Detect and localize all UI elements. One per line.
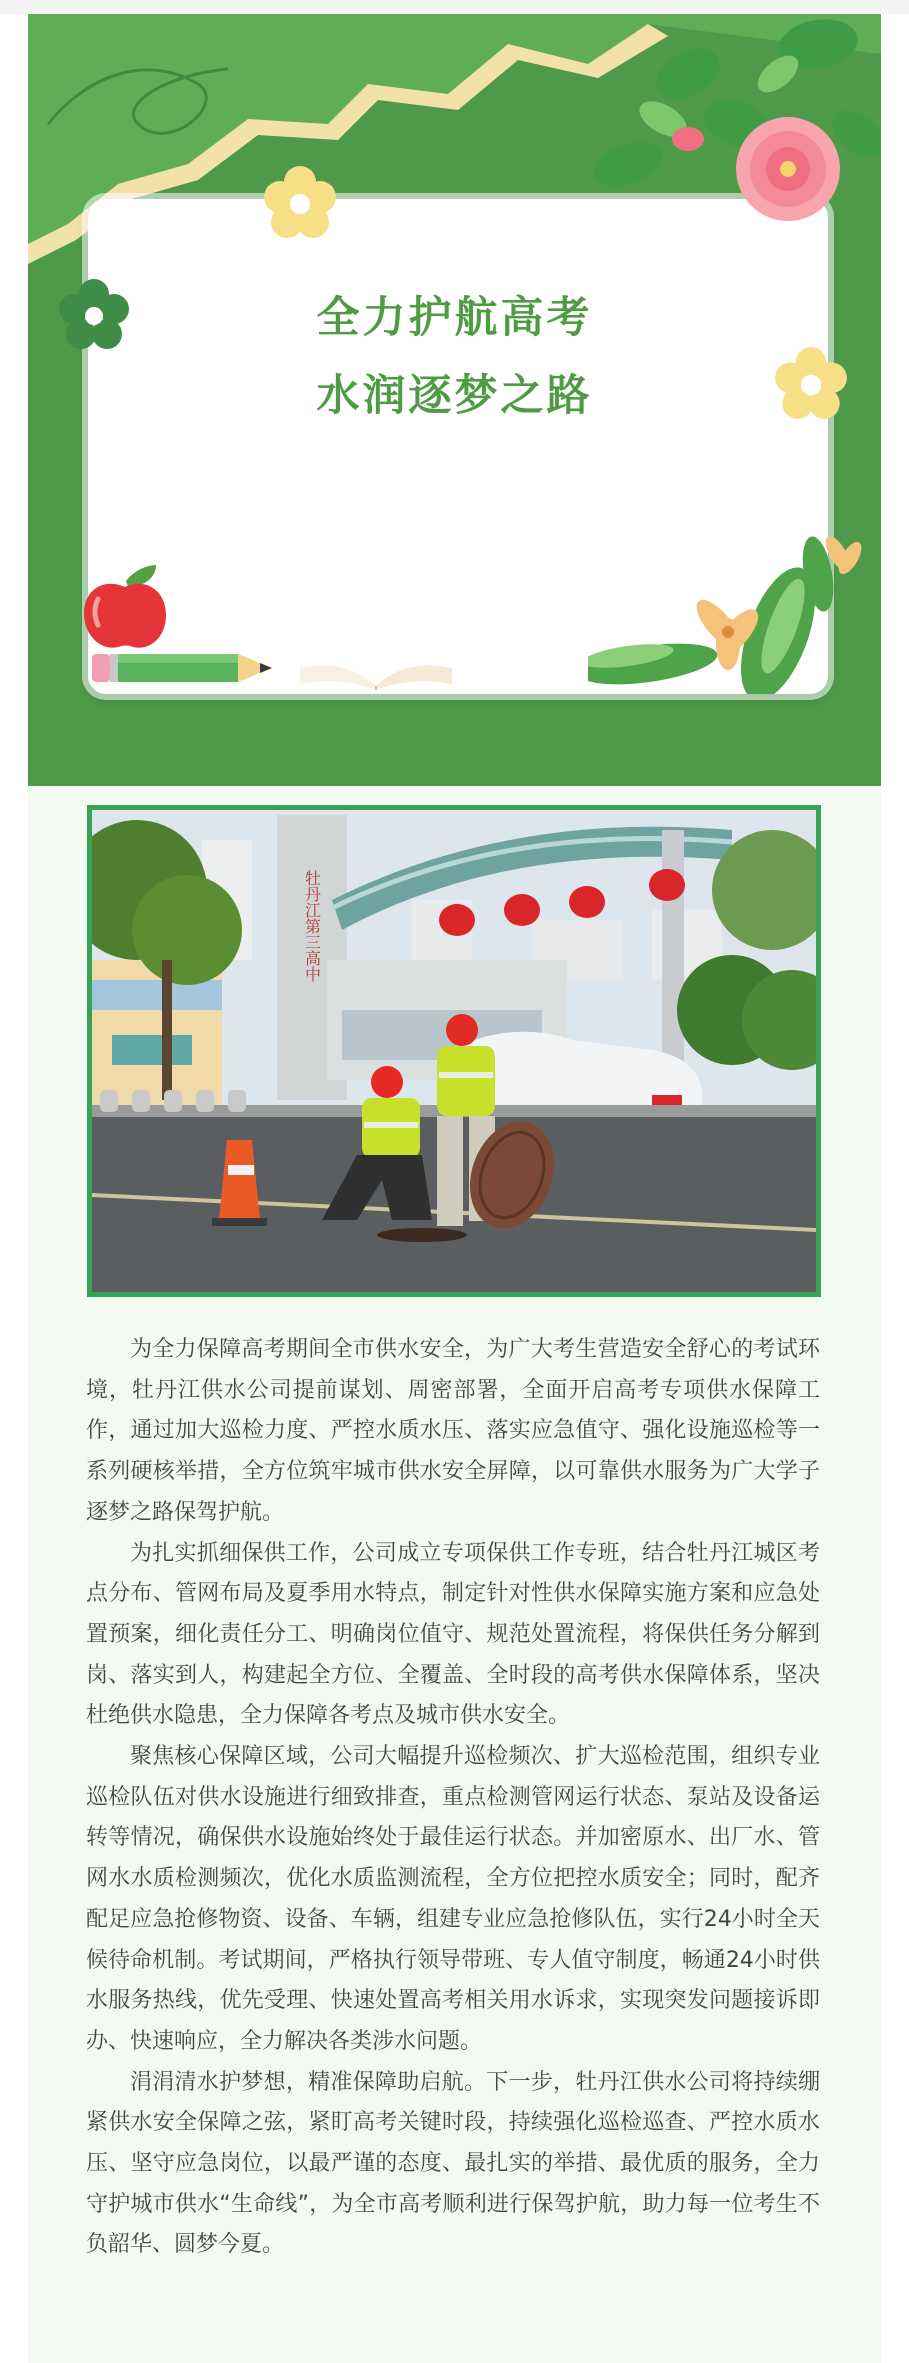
article-paragraph: 为扎实抓细保供工作，公司成立专项保供工作专班，结合牡丹江城区考点分布、管网布局及夏季用水特点，制定针对性供水保障实施方案和应急处置预案，细化责任分工、明确岗位值守、规范处置流程，将保供任务分解到岗、落实到人，构建起全方位、全覆盖、全时段的高考供水保障体系，坚决杜绝供水隐患，全力保障各考点及城市供水安全。 <box>86 1540 820 1729</box>
article-body <box>86 1330 820 2266</box>
lily-flower-icon <box>588 514 881 694</box>
article-paragraph: 为全力保障高考期间全市供水安全，为广大考生营造安全舒心的考试环境，牡丹江供水公司提前谋划、周密部署，全面开启高考专项供水保障工作，通过加大巡检力度、严控水质水压、落实应急值守、强化设施巡检等一系列硬核举措，全方位筑牢城市供水安全屏障，以可靠供水服务为广大学子逐梦之路保驾护航。 <box>86 1337 820 1525</box>
book-icon <box>296 646 456 690</box>
top-strip <box>0 0 909 14</box>
peony-flower-icon <box>488 14 881 244</box>
page-title-line1: 全力护航高考 <box>316 293 593 343</box>
article-paragraph: 涓涓清水护梦想，精准保障助启航。下一步，牡丹江供水公司将持续绷紧供水安全保障之弦，紧盯高考关键时段，持续强化巡检巡查、严控水质水压、坚守应急岗位，以最严谨的态度、最扎实的举措、最优质的服务，全力守护城市供水“生命线”，为全市高考顺利进行保驾护航，助力每一位考生不负韶华、圆梦今夏。 <box>86 2069 820 2258</box>
header-banner <box>28 14 881 786</box>
photo-scene <box>92 810 816 1292</box>
apple-icon <box>78 559 173 654</box>
article-photo <box>87 805 821 1297</box>
school-vertical-sign: 牡丹江第三高中 <box>302 870 322 982</box>
yellow-flower-icon <box>260 164 340 244</box>
page-title-line2: 水润逐梦之路 <box>316 371 593 421</box>
article-paragraph: 聚焦核心保障区域，公司大幅提升巡检频次、扩大巡检范围，组织专业巡检队伍对供水设施进行细致排查，重点检测管网运行状态、泵站及设备运转等情况，确保供水设施始终处于最佳运行状态。并加密原水、出厂水、管网水水质检测频次，优化水质监测流程，全方位把控水质安全；同时，配齐配足应急抢修物资、设备、车辆，组建专业应急抢修队伍，实行24小时全天候待命机制。考试期间，严格执行领导带班、专人值守制度，畅通24小时供水服务热线，优先受理、快速处置高考相关用水诉求，实现突发问题接诉即办、快速响应，全力解决各类涉水问题。 <box>86 1744 820 2054</box>
pencil-icon <box>90 646 290 690</box>
